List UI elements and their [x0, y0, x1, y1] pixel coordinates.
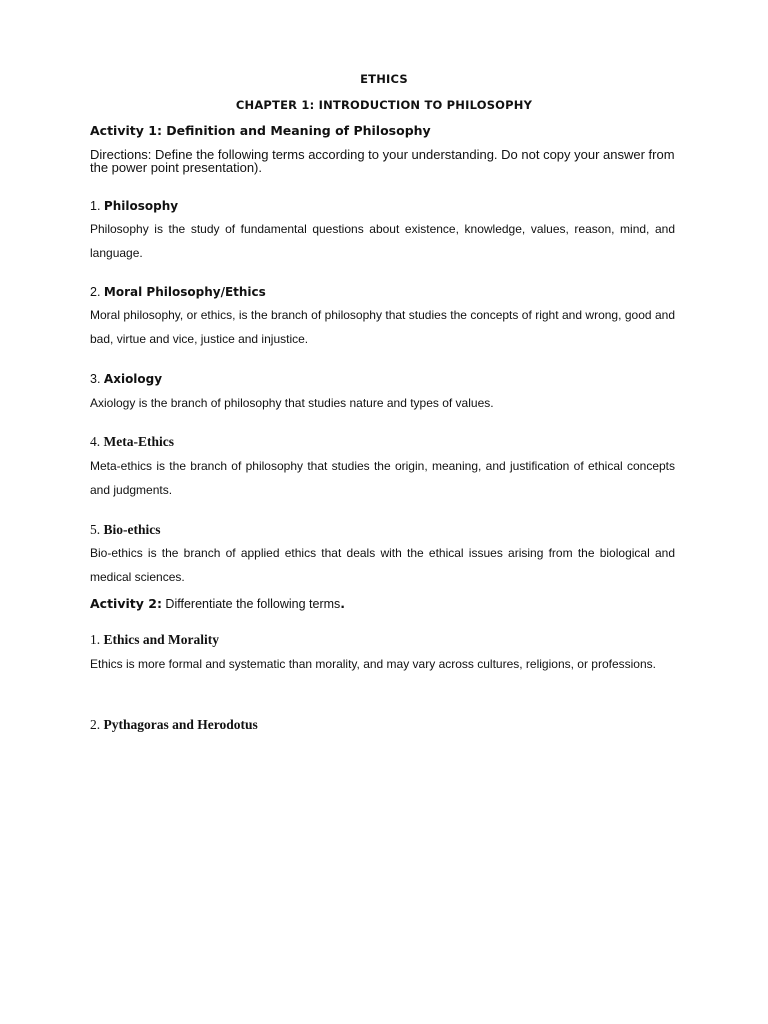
item-definition: Ethics is more formal and systematic than morality, and may vary across cultures, religions, or professions.: [90, 657, 656, 671]
item-heading: [90, 199, 178, 213]
item-number: 1.: [90, 632, 101, 647]
item-definition: Philosophy is the study of fundamental questions about existence, knowledge, values, reason, mind, and language.: [90, 222, 675, 260]
item-term: Moral Philosophy/Ethics: [103, 285, 266, 299]
item-definition: Axiology is the branch of philosophy that studies nature and types of values.: [90, 396, 494, 410]
item-number: 2.: [90, 285, 101, 299]
item-term: Axiology: [103, 372, 163, 386]
activity1-directions: Directions: Define the following terms according to your understanding. Do not copy your answer from the power point presentation).: [90, 147, 675, 175]
item-heading: [90, 632, 219, 648]
activity2-heading: [90, 596, 345, 611]
item-number: 4.: [90, 434, 101, 449]
item-definition: Bio-ethics is the branch of applied ethics that deals with the ethical issues arising from the biological and medical sciences.: [90, 546, 675, 584]
item-heading: [90, 434, 174, 450]
item-definition: Moral philosophy, or ethics, is the branch of philosophy that studies the concepts of right and wrong, good and bad, virtue and vice, justice and injustice.: [90, 308, 675, 346]
activity2-instruction: Differentiate the following terms: [161, 597, 341, 611]
item-term: Ethics and Morality: [103, 632, 220, 647]
item-heading: [90, 522, 161, 538]
activity2-period: .: [340, 596, 346, 611]
item-number: 2.: [90, 717, 101, 732]
item-term: Philosophy: [103, 199, 179, 213]
item-number: 1.: [90, 199, 101, 213]
item-term: Pythagoras and Herodotus: [103, 717, 258, 732]
chapter-title: CHAPTER 1: INTRODUCTION TO PHILOSOPHY: [235, 98, 533, 112]
item-number: 3.: [90, 372, 101, 386]
activity1-heading: Activity 1: Definition and Meaning of Philosophy: [90, 123, 431, 138]
item-heading: [90, 372, 162, 386]
item-term: Meta-Ethics: [103, 434, 174, 449]
item-term: Bio-ethics: [103, 522, 161, 537]
item-heading: [90, 285, 266, 299]
activity2-label: Activity 2:: [90, 596, 162, 611]
item-number: 5.: [90, 522, 101, 537]
item-heading: [90, 717, 258, 733]
item-definition: Meta-ethics is the branch of philosophy that studies the origin, meaning, and justification of ethical concepts and judgments.: [90, 459, 675, 497]
document-title: ETHICS: [360, 72, 408, 86]
